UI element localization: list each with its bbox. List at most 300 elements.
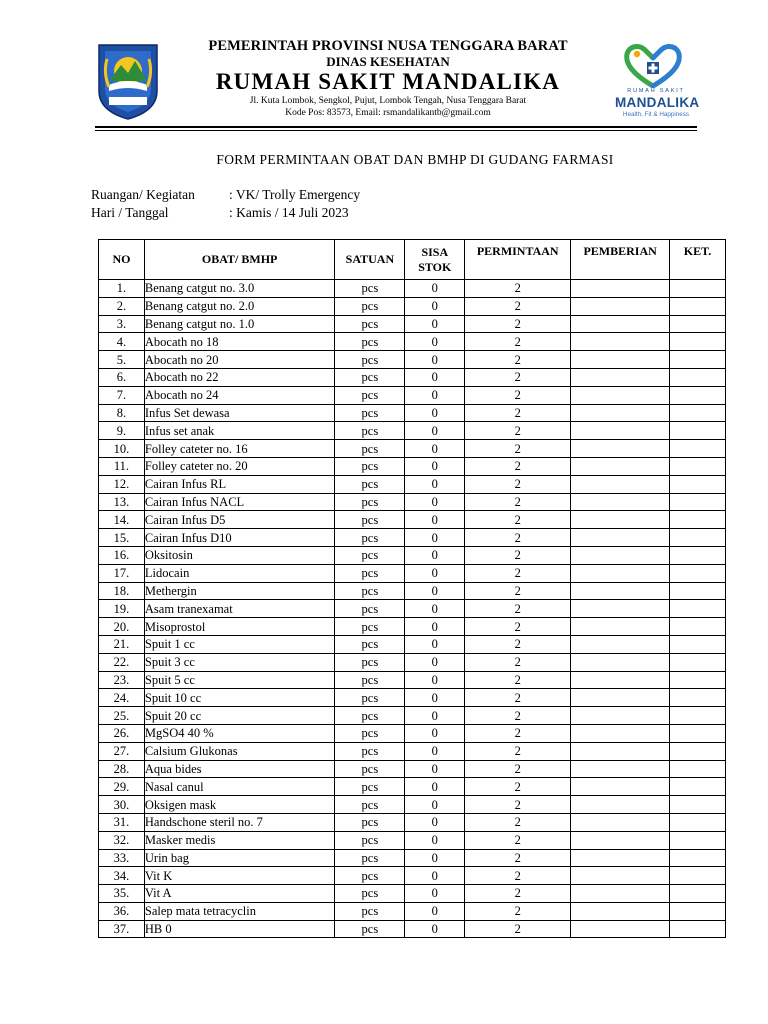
header-given: PEMBERIAN <box>571 240 670 280</box>
cell-note <box>670 386 726 404</box>
room-label: Ruangan/ Kegiatan <box>91 187 195 202</box>
date-label: Hari / Tanggal <box>91 205 169 220</box>
table-row <box>99 493 726 511</box>
cell-given <box>571 742 670 760</box>
cell-unit: pcs <box>335 582 405 600</box>
table-row <box>99 618 726 636</box>
hospital-heart-logo-icon <box>623 42 683 88</box>
cell-note <box>670 618 726 636</box>
cell-note <box>670 653 726 671</box>
cell-unit: pcs <box>335 280 405 298</box>
cell-unit: pcs <box>335 475 405 493</box>
cell-request: 2 <box>465 546 571 564</box>
room-value: : VK/ Trolly Emergency <box>229 187 361 202</box>
cell-note <box>670 280 726 298</box>
header-unit: SATUAN <box>335 240 405 280</box>
cell-stock: 0 <box>405 831 465 849</box>
cell-item: Abocath no 24 <box>144 386 335 404</box>
cell-unit: pcs <box>335 440 405 458</box>
cell-item: Spuit 5 cc <box>144 671 335 689</box>
table-row <box>99 778 726 796</box>
cell-item: Calsium Glukonas <box>144 742 335 760</box>
cell-given <box>571 885 670 903</box>
cell-unit: pcs <box>335 600 405 618</box>
cell-item: Benang catgut no. 3.0 <box>144 280 335 298</box>
cell-note <box>670 511 726 529</box>
cell-unit: pcs <box>335 297 405 315</box>
cell-item: Cairan Infus RL <box>144 475 335 493</box>
cell-stock: 0 <box>405 368 465 386</box>
logo-small-text: RUMAH SAKIT <box>627 88 685 94</box>
table-row <box>99 280 726 298</box>
table-row <box>99 635 726 653</box>
cell-given <box>571 671 670 689</box>
table-row <box>99 564 726 582</box>
table-row <box>99 920 726 938</box>
cell-request: 2 <box>465 653 571 671</box>
table-body <box>99 280 726 938</box>
cell-unit: pcs <box>335 457 405 475</box>
cell-note <box>670 849 726 867</box>
cell-request: 2 <box>465 475 571 493</box>
cell-no: 35. <box>99 885 145 903</box>
cell-no: 12. <box>99 475 145 493</box>
cell-item: Abocath no 20 <box>144 351 335 369</box>
table-row <box>99 529 726 547</box>
cell-no: 16. <box>99 546 145 564</box>
cell-given <box>571 493 670 511</box>
cell-unit: pcs <box>335 386 405 404</box>
cell-unit: pcs <box>335 742 405 760</box>
cell-note <box>670 831 726 849</box>
cell-item: Folley cateter no. 16 <box>144 440 335 458</box>
cell-no: 33. <box>99 849 145 867</box>
cell-stock: 0 <box>405 280 465 298</box>
cell-unit: pcs <box>335 422 405 440</box>
cell-item: Cairan Infus D5 <box>144 511 335 529</box>
cell-no: 18. <box>99 582 145 600</box>
cell-item: Spuit 1 cc <box>144 635 335 653</box>
cell-request: 2 <box>465 511 571 529</box>
cell-request: 2 <box>465 778 571 796</box>
cell-given <box>571 849 670 867</box>
cell-note <box>670 742 726 760</box>
cell-request: 2 <box>465 635 571 653</box>
cell-item: Spuit 3 cc <box>144 653 335 671</box>
cell-no: 9. <box>99 422 145 440</box>
cell-given <box>571 902 670 920</box>
cell-given <box>571 333 670 351</box>
header-stock-line1: SISA <box>421 244 449 259</box>
cell-stock: 0 <box>405 707 465 725</box>
cell-unit: pcs <box>335 618 405 636</box>
cell-stock: 0 <box>405 653 465 671</box>
cell-stock: 0 <box>405 457 465 475</box>
cell-note <box>670 813 726 831</box>
letterhead-divider-thick <box>95 126 697 128</box>
cell-item: Abocath no 22 <box>144 368 335 386</box>
table-row <box>99 457 726 475</box>
cell-unit: pcs <box>335 796 405 814</box>
cell-stock: 0 <box>405 475 465 493</box>
cell-given <box>571 653 670 671</box>
cell-request: 2 <box>465 493 571 511</box>
cell-unit: pcs <box>335 511 405 529</box>
cell-item: Benang catgut no. 1.0 <box>144 315 335 333</box>
cell-request: 2 <box>465 440 571 458</box>
cell-unit: pcs <box>335 671 405 689</box>
cell-stock: 0 <box>405 404 465 422</box>
cell-note <box>670 333 726 351</box>
cell-item: Oksigen mask <box>144 796 335 814</box>
cell-unit: pcs <box>335 315 405 333</box>
cell-given <box>571 760 670 778</box>
cell-given <box>571 386 670 404</box>
cell-unit: pcs <box>335 689 405 707</box>
cell-item: Spuit 10 cc <box>144 689 335 707</box>
cell-no: 22. <box>99 653 145 671</box>
cell-stock: 0 <box>405 386 465 404</box>
table-row <box>99 582 726 600</box>
cell-stock: 0 <box>405 564 465 582</box>
cell-no: 7. <box>99 386 145 404</box>
cell-item: Salep mata tetracyclin <box>144 902 335 920</box>
logo-name: MANDALIKA <box>615 95 700 110</box>
cell-request: 2 <box>465 333 571 351</box>
cell-request: 2 <box>465 315 571 333</box>
table-header-row <box>99 240 726 280</box>
cell-no: 29. <box>99 778 145 796</box>
table-row <box>99 475 726 493</box>
form-title: FORM PERMINTAAN OBAT DAN BMHP DI GUDANG FARMASI <box>216 152 614 167</box>
cell-given <box>571 511 670 529</box>
table-row <box>99 422 726 440</box>
cell-no: 37. <box>99 920 145 938</box>
cell-request: 2 <box>465 867 571 885</box>
table-row <box>99 297 726 315</box>
cell-request: 2 <box>465 689 571 707</box>
cell-request: 2 <box>465 404 571 422</box>
cell-request: 2 <box>465 386 571 404</box>
cell-stock: 0 <box>405 849 465 867</box>
cell-stock: 0 <box>405 920 465 938</box>
cell-stock: 0 <box>405 867 465 885</box>
cell-stock: 0 <box>405 885 465 903</box>
cell-stock: 0 <box>405 422 465 440</box>
cell-note <box>670 404 726 422</box>
cell-stock: 0 <box>405 689 465 707</box>
cell-given <box>571 600 670 618</box>
cell-unit: pcs <box>335 920 405 938</box>
cell-stock: 0 <box>405 493 465 511</box>
cell-request: 2 <box>465 280 571 298</box>
cell-request: 2 <box>465 760 571 778</box>
cell-stock: 0 <box>405 902 465 920</box>
table-row <box>99 831 726 849</box>
cell-unit: pcs <box>335 849 405 867</box>
cell-no: 15. <box>99 529 145 547</box>
cell-note <box>670 546 726 564</box>
table-row <box>99 440 726 458</box>
table-row <box>99 333 726 351</box>
cell-item: Folley cateter no. 20 <box>144 457 335 475</box>
cell-no: 30. <box>99 796 145 814</box>
cell-request: 2 <box>465 297 571 315</box>
table-row <box>99 796 726 814</box>
cell-item: Benang catgut no. 2.0 <box>144 297 335 315</box>
cell-no: 36. <box>99 902 145 920</box>
cell-no: 20. <box>99 618 145 636</box>
cell-note <box>670 600 726 618</box>
cell-request: 2 <box>465 582 571 600</box>
cell-stock: 0 <box>405 813 465 831</box>
logo-tagline: Health, Fit & Happiness <box>622 111 690 118</box>
room-line <box>91 186 360 203</box>
cell-unit: pcs <box>335 564 405 582</box>
cell-no: 4. <box>99 333 145 351</box>
department-name: DINAS KESEHATAN <box>326 54 450 69</box>
cell-note <box>670 724 726 742</box>
request-table <box>98 239 726 938</box>
cell-item: Nasal canul <box>144 778 335 796</box>
cell-note <box>670 297 726 315</box>
cell-item: Masker medis <box>144 831 335 849</box>
cell-stock: 0 <box>405 635 465 653</box>
cell-stock: 0 <box>405 724 465 742</box>
table-row <box>99 813 726 831</box>
header-stock-line2: STOK <box>418 259 452 274</box>
cell-given <box>571 529 670 547</box>
cell-note <box>670 689 726 707</box>
hospital-name: RUMAH SAKIT MANDALIKA <box>215 69 561 94</box>
table-row <box>99 404 726 422</box>
cell-no: 6. <box>99 368 145 386</box>
cell-request: 2 <box>465 724 571 742</box>
hospital-contact: Kode Pos: 83573, Email: rsmandalikantb@gmail.com <box>285 108 491 118</box>
cell-unit: pcs <box>335 867 405 885</box>
table-row <box>99 902 726 920</box>
table-row <box>99 689 726 707</box>
cell-unit: pcs <box>335 529 405 547</box>
table-row <box>99 707 726 725</box>
cell-request: 2 <box>465 457 571 475</box>
cell-note <box>670 582 726 600</box>
header-stock <box>405 240 465 280</box>
hospital-logo <box>615 42 700 122</box>
cell-note <box>670 315 726 333</box>
cell-note <box>670 760 726 778</box>
cell-no: 21. <box>99 635 145 653</box>
cell-stock: 0 <box>405 315 465 333</box>
cell-given <box>571 707 670 725</box>
cell-request: 2 <box>465 564 571 582</box>
cell-request: 2 <box>465 813 571 831</box>
cell-given <box>571 546 670 564</box>
cell-given <box>571 831 670 849</box>
cell-unit: pcs <box>335 902 405 920</box>
table-row <box>99 653 726 671</box>
cell-request: 2 <box>465 742 571 760</box>
cell-given <box>571 689 670 707</box>
cell-stock: 0 <box>405 796 465 814</box>
cell-given <box>571 582 670 600</box>
cell-given <box>571 813 670 831</box>
cell-item: Methergin <box>144 582 335 600</box>
cell-note <box>670 564 726 582</box>
cell-request: 2 <box>465 422 571 440</box>
cell-unit: pcs <box>335 635 405 653</box>
cell-given <box>571 457 670 475</box>
cell-given <box>571 280 670 298</box>
cell-given <box>571 867 670 885</box>
cell-request: 2 <box>465 885 571 903</box>
table-row <box>99 742 726 760</box>
cell-given <box>571 618 670 636</box>
cell-note <box>670 368 726 386</box>
cell-item: Spuit 20 cc <box>144 707 335 725</box>
cell-unit: pcs <box>335 707 405 725</box>
cell-unit: pcs <box>335 368 405 386</box>
cell-item: Lidocain <box>144 564 335 582</box>
cell-no: 1. <box>99 280 145 298</box>
cell-unit: pcs <box>335 724 405 742</box>
cell-no: 25. <box>99 707 145 725</box>
cell-item: Aqua bides <box>144 760 335 778</box>
cell-given <box>571 564 670 582</box>
cell-stock: 0 <box>405 351 465 369</box>
cell-item: Urin bag <box>144 849 335 867</box>
cell-item: Cairan Infus D10 <box>144 529 335 547</box>
cell-item: Vit A <box>144 885 335 903</box>
table-row <box>99 671 726 689</box>
cell-note <box>670 440 726 458</box>
cell-stock: 0 <box>405 297 465 315</box>
table-row <box>99 386 726 404</box>
cell-item: Oksitosin <box>144 546 335 564</box>
cell-unit: pcs <box>335 778 405 796</box>
table-row <box>99 368 726 386</box>
cell-item: Infus Set dewasa <box>144 404 335 422</box>
cell-request: 2 <box>465 902 571 920</box>
hospital-address: Jl. Kuta Lombok, Sengkol, Pujut, Lombok Tengah, Nusa Tenggara Barat <box>249 96 527 106</box>
cell-no: 5. <box>99 351 145 369</box>
cell-stock: 0 <box>405 742 465 760</box>
cell-stock: 0 <box>405 671 465 689</box>
header-no: NO <box>99 240 145 280</box>
cell-given <box>571 635 670 653</box>
cell-no: 31. <box>99 813 145 831</box>
cell-no: 13. <box>99 493 145 511</box>
cell-note <box>670 671 726 689</box>
cell-given <box>571 778 670 796</box>
cell-no: 23. <box>99 671 145 689</box>
cell-stock: 0 <box>405 333 465 351</box>
cell-request: 2 <box>465 351 571 369</box>
cell-given <box>571 440 670 458</box>
cell-unit: pcs <box>335 493 405 511</box>
table-row <box>99 351 726 369</box>
cell-item: Infus set anak <box>144 422 335 440</box>
cell-note <box>670 351 726 369</box>
cell-note <box>670 902 726 920</box>
cell-note <box>670 796 726 814</box>
cell-unit: pcs <box>335 333 405 351</box>
cell-given <box>571 920 670 938</box>
cell-note <box>670 493 726 511</box>
cell-unit: pcs <box>335 653 405 671</box>
cell-given <box>571 796 670 814</box>
cell-request: 2 <box>465 920 571 938</box>
cell-item: Cairan Infus NACL <box>144 493 335 511</box>
cell-note <box>670 422 726 440</box>
cell-unit: pcs <box>335 885 405 903</box>
header-item: OBAT/ BMHP <box>144 240 335 280</box>
cell-note <box>670 707 726 725</box>
table-row <box>99 724 726 742</box>
date-line <box>91 204 349 221</box>
cell-stock: 0 <box>405 440 465 458</box>
cell-no: 14. <box>99 511 145 529</box>
letterhead-text <box>173 38 603 119</box>
cell-stock: 0 <box>405 529 465 547</box>
cell-item: Vit K <box>144 867 335 885</box>
cell-given <box>571 404 670 422</box>
letterhead-divider-thin <box>95 130 697 131</box>
cell-request: 2 <box>465 831 571 849</box>
cell-no: 26. <box>99 724 145 742</box>
cell-stock: 0 <box>405 778 465 796</box>
cell-unit: pcs <box>335 831 405 849</box>
cell-stock: 0 <box>405 760 465 778</box>
cell-given <box>571 297 670 315</box>
cell-note <box>670 885 726 903</box>
table-row <box>99 760 726 778</box>
cell-no: 10. <box>99 440 145 458</box>
cell-unit: pcs <box>335 760 405 778</box>
cell-request: 2 <box>465 368 571 386</box>
cell-item: MgSO4 40 % <box>144 724 335 742</box>
cell-request: 2 <box>465 796 571 814</box>
cell-no: 24. <box>99 689 145 707</box>
cell-stock: 0 <box>405 511 465 529</box>
cell-unit: pcs <box>335 351 405 369</box>
cell-stock: 0 <box>405 582 465 600</box>
cell-request: 2 <box>465 529 571 547</box>
cell-given <box>571 475 670 493</box>
table-row <box>99 511 726 529</box>
cell-item: Handschone steril no. 7 <box>144 813 335 831</box>
table-row <box>99 546 726 564</box>
cell-given <box>571 368 670 386</box>
header-request: PERMINTAAN <box>465 240 571 280</box>
cell-item: Asam tranexamat <box>144 600 335 618</box>
cell-no: 2. <box>99 297 145 315</box>
cell-given <box>571 315 670 333</box>
cell-no: 8. <box>99 404 145 422</box>
cell-unit: pcs <box>335 813 405 831</box>
cell-note <box>670 778 726 796</box>
cell-no: 19. <box>99 600 145 618</box>
cell-request: 2 <box>465 707 571 725</box>
cell-request: 2 <box>465 849 571 867</box>
letterhead <box>95 38 700 124</box>
cell-request: 2 <box>465 600 571 618</box>
cell-given <box>571 422 670 440</box>
cell-no: 11. <box>99 457 145 475</box>
cell-no: 17. <box>99 564 145 582</box>
cell-note <box>670 457 726 475</box>
cell-stock: 0 <box>405 618 465 636</box>
